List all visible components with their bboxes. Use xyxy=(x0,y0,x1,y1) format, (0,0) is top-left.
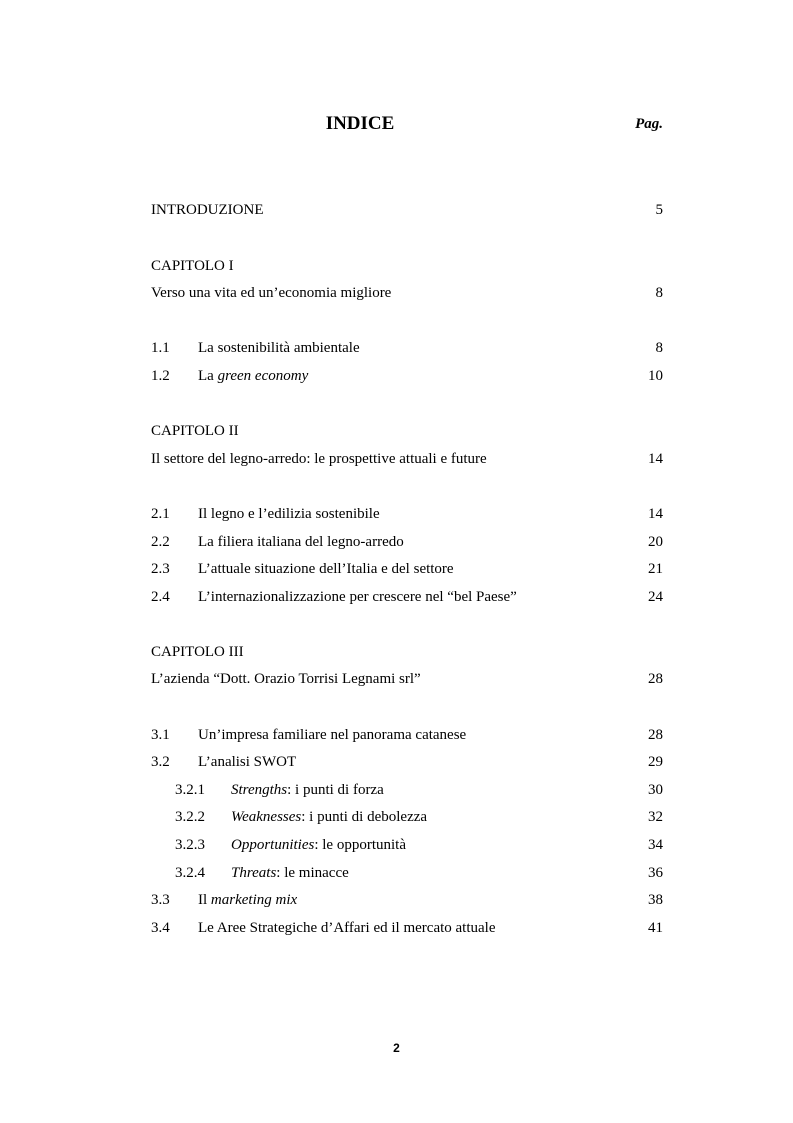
toc-entry-chapter-1[interactable] xyxy=(151,282,663,304)
toc-entry-number: 2.1 xyxy=(151,506,170,522)
toc-entry-text: L’analisi SWOT xyxy=(198,754,297,770)
toc-entry-number: 3.2.1 xyxy=(175,782,205,798)
chapter-label-1 xyxy=(151,255,663,277)
toc-entry-page: 24 xyxy=(648,589,663,605)
toc-entry-page: 14 xyxy=(648,451,663,467)
toc-entry-text: L’azienda “Dott. Orazio Torrisi Legnami srl” xyxy=(151,671,421,687)
toc-entry-page: 30 xyxy=(648,782,663,798)
toc-entry-number: 2.3 xyxy=(151,561,170,577)
toc-entry-page: 8 xyxy=(655,340,663,356)
toc-entry-2-4[interactable] xyxy=(151,586,663,608)
toc-entry-3-2-2[interactable] xyxy=(151,806,663,828)
toc-entry-page: 29 xyxy=(648,754,663,770)
toc-entry-page: 8 xyxy=(655,285,663,301)
toc-entry-text: Il legno e l’edilizia sostenibile xyxy=(198,506,380,522)
toc-entry-text xyxy=(231,806,427,828)
toc-entry-text-rest: : le opportunità xyxy=(314,837,406,853)
toc-entry-3-4[interactable] xyxy=(151,917,663,939)
toc-entry-text-italic: green economy xyxy=(217,368,309,384)
toc-entry-page: 10 xyxy=(648,368,663,384)
toc-entry-text-italic: marketing mix xyxy=(210,892,298,908)
toc-entry-text: La sostenibilità ambientale xyxy=(198,340,360,356)
toc-entry-page: 41 xyxy=(648,920,663,936)
toc-entry-chapter-2[interactable] xyxy=(151,448,663,470)
toc-entry-number: 1.2 xyxy=(151,368,170,384)
toc-entry-3-2[interactable] xyxy=(151,751,663,773)
toc-entry-1-1[interactable] xyxy=(151,337,663,359)
toc-entry-2-1[interactable] xyxy=(151,503,663,525)
toc-entry-text-italic: Weaknesses xyxy=(231,809,302,825)
toc-entry-text: Un’impresa familiare nel panorama catanese xyxy=(198,727,467,743)
toc-entry-page: 14 xyxy=(648,506,663,522)
toc-entry-text-rest: : i punti di debolezza xyxy=(301,809,428,825)
toc-entry-number: 3.2.4 xyxy=(175,865,205,881)
toc-entry-page: 34 xyxy=(648,837,663,853)
chapter-label-text: CAPITOLO II xyxy=(151,423,239,439)
chapter-label-3 xyxy=(151,641,663,663)
page-title: INDICE xyxy=(325,113,395,134)
toc-entry-page: 5 xyxy=(655,202,663,218)
toc-entry-3-2-3[interactable] xyxy=(151,834,663,856)
toc-entry-number: 2.4 xyxy=(151,589,170,605)
toc-entry-3-2-1[interactable] xyxy=(151,779,663,801)
toc-entry-number: 3.1 xyxy=(151,727,170,743)
toc-entry-text-rest: : i punti di forza xyxy=(287,782,384,798)
toc-entry-3-3[interactable] xyxy=(151,889,663,911)
toc-entry-text-italic: Strengths xyxy=(231,782,288,798)
toc-entry-text xyxy=(231,862,349,884)
toc-entry-3-1[interactable] xyxy=(151,724,663,746)
chapter-label-2 xyxy=(151,420,663,442)
toc-entry-text xyxy=(231,779,384,801)
toc-entry-number: 3.2 xyxy=(151,754,170,770)
toc-entry-page: 28 xyxy=(648,727,663,743)
toc-entry-page: 36 xyxy=(648,865,663,881)
toc-entry-text-italic: Opportunities xyxy=(231,837,315,853)
toc-entry-number: 3.2.2 xyxy=(175,809,205,825)
toc-entry-page: 20 xyxy=(648,534,663,550)
page-column-label: Pag. xyxy=(635,116,663,132)
toc-entry-page: 28 xyxy=(648,671,663,687)
toc-entry-text: L’attuale situazione dell’Italia e del settore xyxy=(198,561,454,577)
toc-entry-chapter-3[interactable] xyxy=(151,668,663,690)
toc-entry-text: Le Aree Strategiche d’Affari ed il mercato attuale xyxy=(198,920,496,936)
toc-entry-text xyxy=(198,889,297,911)
toc-entry-number: 1.1 xyxy=(151,340,170,356)
toc-entry-page: 21 xyxy=(648,561,663,577)
toc-entry-text-prefix: Il xyxy=(198,892,211,908)
toc-entry-text: INTRODUZIONE xyxy=(151,202,264,218)
toc-entry-text-rest: : le minacce xyxy=(276,865,349,881)
toc-entry-2-2[interactable] xyxy=(151,531,663,553)
toc-entry-number: 3.3 xyxy=(151,892,170,908)
toc-entry-number: 3.2.3 xyxy=(175,837,205,853)
toc-entry-number: 2.2 xyxy=(151,534,170,550)
chapter-label-text: CAPITOLO I xyxy=(151,258,234,274)
toc-entry-text xyxy=(231,834,406,856)
footer-page-number: 2 xyxy=(393,1041,400,1055)
toc-entry-page: 38 xyxy=(648,892,663,908)
toc-entry-2-3[interactable] xyxy=(151,558,663,580)
chapter-label-text: CAPITOLO III xyxy=(151,644,244,660)
toc-entry-text: L’internazionalizzazione per crescere nel “bel Paese” xyxy=(198,589,517,605)
toc-entry-text xyxy=(198,365,308,387)
toc-entry-text: Verso una vita ed un’economia migliore xyxy=(151,285,392,301)
toc-entry-text-prefix: La xyxy=(198,368,218,384)
toc-entry-3-2-4[interactable] xyxy=(151,862,663,884)
toc-entry-page: 32 xyxy=(648,809,663,825)
toc-entry-intro[interactable] xyxy=(151,199,663,221)
toc-entry-text: Il settore del legno-arredo: le prospettive attuali e future xyxy=(151,451,487,467)
toc-entry-text: La filiera italiana del legno-arredo xyxy=(198,534,404,550)
toc-entry-number: 3.4 xyxy=(151,920,170,936)
toc-entry-text-italic: Threats xyxy=(231,865,277,881)
toc-entry-1-2[interactable] xyxy=(151,365,663,387)
